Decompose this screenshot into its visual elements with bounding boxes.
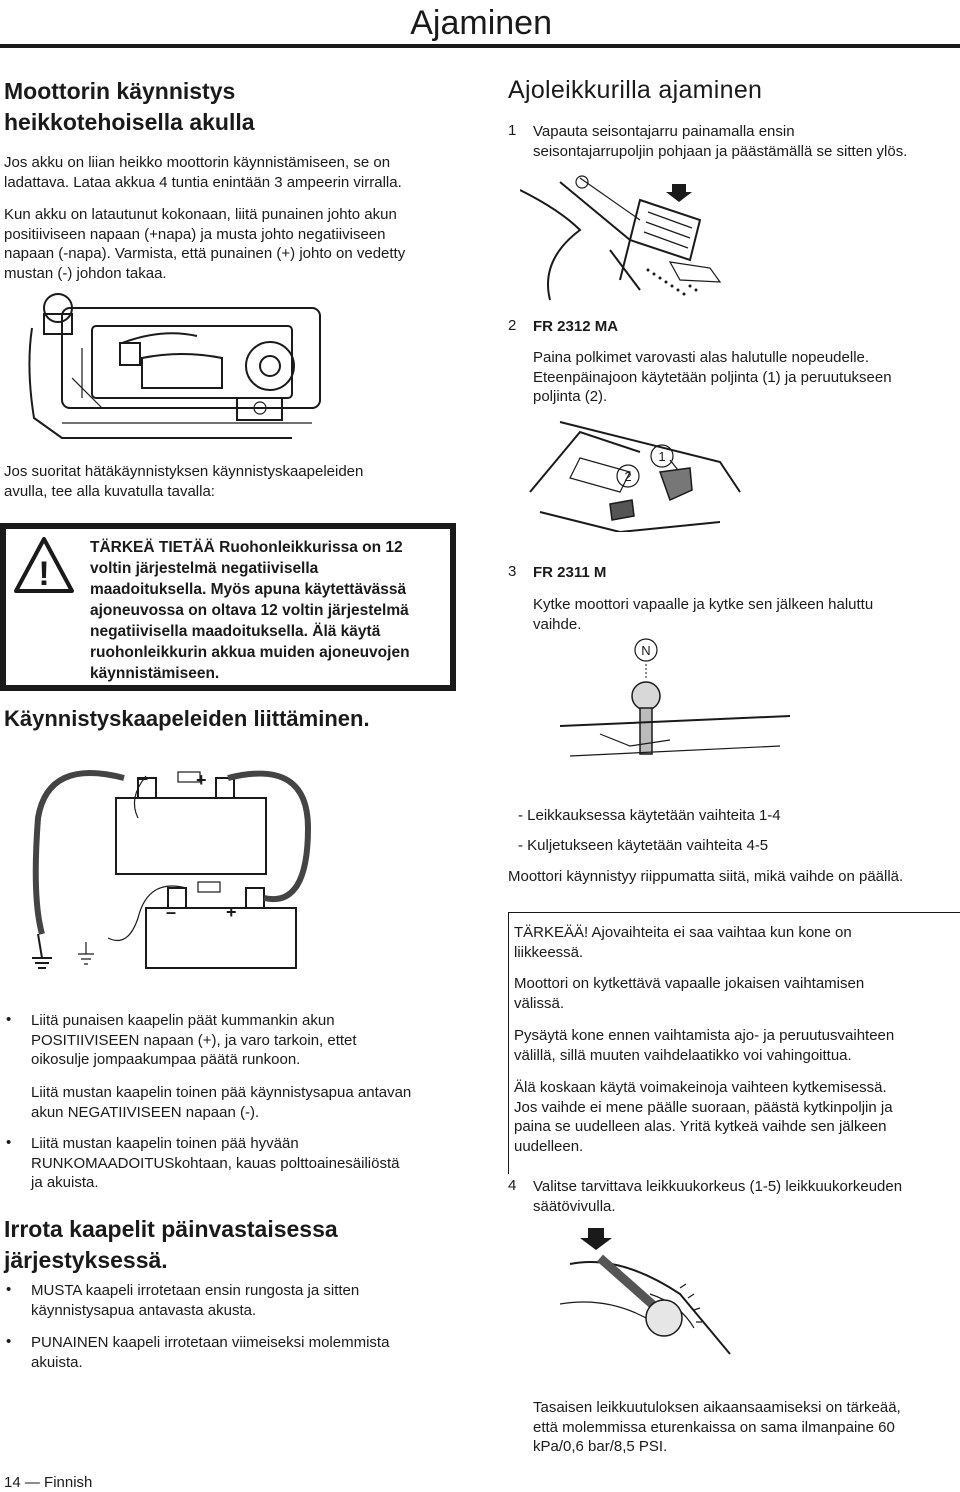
footer-language: Finnish — [44, 1474, 93, 1491]
page-footer — [4, 1474, 92, 1491]
text-line: ja akuista. — [31, 1174, 99, 1191]
arrow-down-icon — [666, 184, 692, 202]
text-line: välissä. — [514, 994, 565, 1012]
battery-plus-label: + — [226, 902, 237, 922]
text-line: että molemmissa eturenkaissa on sama ilmanpaine 60 — [533, 1418, 895, 1436]
text-line: POSITIIVISEEN napaan (+), ja varo tarkoin, ettet — [31, 1031, 357, 1049]
gear-transport-text: - Kuljetukseen käytetään vaihteita 4-5 — [518, 837, 769, 854]
text-line: Liitä punaisen kaapelin päät kummankin akun — [31, 1012, 335, 1029]
section-title-disconnect — [4, 1214, 338, 1276]
text-line: positiiviseen napaan (+napa) ja musta johto negatiiviseen — [4, 225, 386, 243]
neutral-label: N — [641, 643, 651, 658]
text-line: välillä, sillä muuten vaihdelaatikko voi vahingoittua. — [514, 1046, 852, 1064]
pedal-label-forward: 1 — [658, 449, 666, 464]
bullet-text-black-first — [31, 1281, 359, 1320]
warning-line: TÄRKEÄ TIETÄÄ Ruohonleikkurissa on 12 — [90, 539, 403, 556]
text-line: kPa/0,6 bar/8,5 PSI. — [533, 1438, 668, 1455]
text-line: mustan (-) johdon takaa. — [4, 264, 167, 282]
warning-line: maadoituksella. Myös apuna käytettävässä — [90, 581, 407, 598]
warning-text — [90, 537, 452, 684]
text-line: Kun akku on latautunut kokonaan, liitä punainen johto akun — [4, 206, 397, 223]
warning-line: ajoneuvossa on oltava 12 voltin järjestelmä — [90, 602, 409, 619]
text-line: Liitä mustan kaapelin toinen pää käynnistysapua antavan — [31, 1084, 412, 1101]
section-title-line: heikkotehoisella akulla — [4, 109, 255, 135]
text-line: Jos suoritat hätäkäynnistyksen käynnistyskaapeleiden — [4, 463, 364, 480]
section-title-driving: Ajoleikkurilla ajaminen — [508, 76, 763, 104]
text-line: uudelleen. — [514, 1137, 584, 1155]
text-line: akuista. — [31, 1353, 83, 1371]
step-4-text — [533, 1177, 902, 1216]
paragraph-charge — [4, 153, 402, 192]
warning-line: voltin järjestelmä negatiivisella — [90, 560, 319, 577]
text-line: Moottori on kytkettävä vapaalle jokaisen vaihtamisen — [514, 975, 865, 992]
battery-plus-label: + — [196, 770, 207, 790]
text-line: Paina polkimet varovasti alas halutulle nopeudelle. — [533, 349, 870, 366]
text-line: Liitä mustan kaapelin toinen pää hyvään — [31, 1135, 299, 1152]
important-text-2 — [514, 974, 864, 1013]
warning-triangle-icon — [12, 535, 76, 595]
text-line: TÄRKEÄÄ! Ajovaihteita ei saa vaihtaa kun kone on — [514, 924, 852, 941]
paragraph-connect — [4, 205, 405, 283]
text-line: Eteenpäinajoon käytetään poljinta (1) ja peruutukseen — [533, 368, 892, 386]
footer-separator: — — [24, 1474, 40, 1491]
cutting-height-lever-illustration — [560, 1224, 760, 1364]
bullet-icon: • — [6, 1281, 12, 1298]
text-line: Jos vaihde ei mene päälle suoraan, päästä kytkinpoljin ja — [514, 1098, 893, 1116]
gear-cutting-text: - Leikkauksessa käytetään vaihteita 1-4 — [518, 807, 781, 824]
gear-start-text: Moottori käynnistyy riippumatta siitä, mikä vaihde on päällä. — [508, 868, 904, 885]
text-line: Vapauta seisontajarru painamalla ensin — [533, 123, 795, 140]
gear-lever-illustration — [560, 636, 790, 776]
step-2-text — [533, 348, 892, 407]
text-line: Älä koskaan käytä voimakeinoja vaihteen kytkemisessä. — [514, 1079, 887, 1096]
battery-minus-label: – — [166, 902, 177, 922]
battery-compartment-illustration — [22, 288, 322, 448]
paragraph-jump-start — [4, 462, 363, 501]
text-line: vaihde. — [533, 615, 582, 633]
step-2-model: FR 2312 MA — [533, 318, 619, 335]
text-line: säätövivulla. — [533, 1197, 616, 1215]
text-line: Pysäytä kone ennen vaihtamista ajo- ja peruutusvaihteen — [514, 1027, 895, 1044]
pedal-label-reverse: 2 — [624, 469, 632, 484]
tire-pressure-text — [533, 1398, 901, 1457]
section-title-jump-cables: Käynnistyskaapeleiden liittäminen. — [4, 706, 370, 731]
text-line: avulla, tee alla kuvatulla tavalla: — [4, 482, 215, 500]
important-text-3 — [514, 1026, 894, 1065]
text-line: RUNKOMAADOITUSkohtaan, kauas polttoainesäiliöstä — [31, 1154, 400, 1172]
bullet-icon: • — [6, 1333, 12, 1350]
text-line: Kytke moottori vapaalle ja kytke sen jälkeen haluttu — [533, 596, 874, 613]
important-text-1 — [514, 923, 852, 962]
header-rule — [0, 44, 960, 48]
step-1-text — [533, 122, 907, 161]
text-line: akun NEGATIIVISEEN napaan (-). — [31, 1103, 260, 1121]
step-number: 1 — [508, 122, 517, 139]
warning-line: ruohonleikkurin akkua muiden ajoneuvojen — [90, 644, 410, 661]
step-3-text — [533, 595, 873, 634]
text-line: käynnistysapua antavasta akusta. — [31, 1301, 257, 1319]
warning-line: käynnistämiseen. — [90, 665, 220, 682]
battery-minus-label: – — [138, 768, 149, 788]
jump-cable-illustration — [28, 758, 338, 970]
warning-exclamation-symbol: ! — [38, 555, 50, 593]
bullet-icon: • — [6, 1134, 12, 1151]
section-title-line: Moottorin käynnistys — [4, 78, 236, 104]
text-line: poljinta (2). — [533, 388, 608, 405]
text-line: MUSTA kaapeli irrotetaan ensin rungosta ja sitten — [31, 1282, 360, 1299]
page-header-title: Ajaminen — [410, 4, 552, 42]
text-line: liikkeessä. — [514, 943, 584, 961]
warning-line: negatiivisella maadoituksella. Älä käytä — [90, 623, 381, 640]
section-title-line: Irrota kaapelit päinvastaisessa — [4, 1216, 338, 1242]
bullet-text-connect-red — [31, 1011, 357, 1070]
text-line: paina se uudelleen alas. Yritä kytkeä vaihde sen jälkeen — [514, 1118, 887, 1135]
text-line: ladattava. Lataa akkua 4 tuntia enintään 3 ampeerin virralla. — [4, 173, 402, 191]
step-3-model: FR 2311 M — [533, 564, 607, 581]
text-line: Jos akku on liian heikko moottorin käynnistämiseen, se on — [4, 154, 391, 171]
paragraph-black-cable — [31, 1083, 411, 1122]
section-title-line: järjestyksessä. — [4, 1247, 168, 1273]
step-number: 3 — [508, 563, 517, 580]
text-line: Valitse tarvittava leikkuukorkeus (1-5) leikkuukorkeuden — [533, 1178, 903, 1195]
section-title-weak-battery — [4, 76, 255, 138]
text-line: Tasaisen leikkuutuloksen aikaansaamiseksi on tärkeää, — [533, 1399, 901, 1416]
text-line: seisontajarrupoljin pohjaan ja päästämällä se sitten ylös. — [533, 142, 908, 160]
bullet-text-red-last — [31, 1333, 389, 1372]
text-line: PUNAINEN kaapeli irrotetaan viimeiseksi molemmista — [31, 1334, 390, 1351]
important-text-4 — [514, 1078, 893, 1156]
bullet-text-ground — [31, 1134, 400, 1193]
parking-brake-pedal-illustration — [520, 170, 760, 310]
drive-pedals-illustration — [520, 412, 750, 532]
step-number: 2 — [508, 317, 517, 334]
bullet-icon: • — [6, 1011, 12, 1028]
step-number: 4 — [508, 1177, 517, 1194]
text-line: napaan (-napa). Varmista, että punainen (+) johto on vedetty — [4, 245, 406, 262]
text-line: oikosulje jompaakumpaa päätä runkoon. — [31, 1051, 301, 1068]
page-number: 14 — [4, 1474, 21, 1491]
arrow-down-icon — [580, 1228, 612, 1250]
